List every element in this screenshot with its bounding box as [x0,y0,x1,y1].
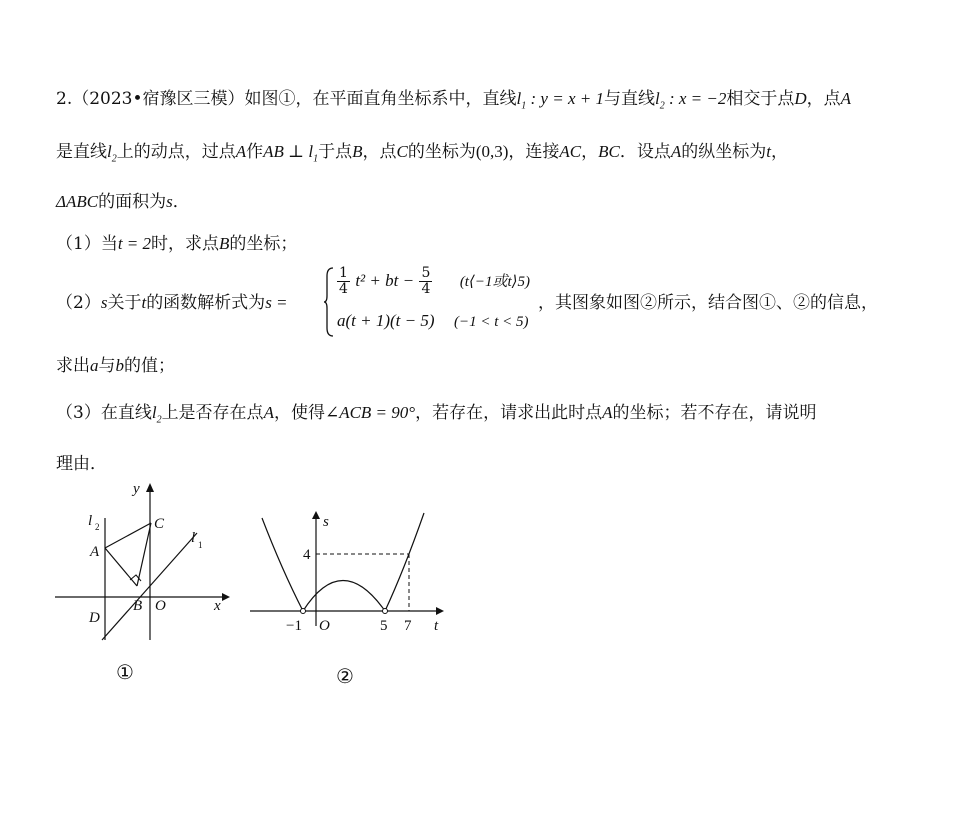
var-t: t [766,142,772,161]
label-O: O [319,618,330,634]
text: 理由． [56,454,107,474]
l1-equation: : y = x + 1 [526,89,604,108]
point-D: D [794,89,807,108]
point-C: C [396,142,408,161]
text: 关于 [107,293,142,313]
point-A: A [670,142,682,161]
line-l1: $l_1$ [516,89,527,112]
text: 上是否存在点 [161,403,264,423]
curve-middle-hump [303,581,385,612]
part-2-continued [538,288,878,313]
label-l2-sub: 2 [95,522,100,532]
segment-AB [105,548,137,586]
label-neg1: −1 [286,618,302,634]
part-3-line-2 [56,449,107,474]
text: 如图①，在平面直角坐标系中，直线 [244,89,517,109]
problem-number: 2. [56,89,73,109]
text: 与 [98,356,116,376]
point-A: A [602,403,613,422]
text: 于点 [318,142,353,162]
label-O: O [155,598,166,614]
case-1-expr: t² + bt − [355,271,415,290]
case-1-condition: (t⟨−1或t⟩5) [459,274,530,290]
text: 的值； [124,356,175,376]
text: 的面积为 [98,192,167,212]
part-3 [56,398,816,425]
var-t: t [141,293,147,312]
problem-line-2 [56,137,788,164]
text: 与直线 [603,89,655,109]
var-b: b [115,356,124,375]
label-x: x [214,598,221,614]
t-axis-arrow-icon [436,607,444,615]
label-D: D [89,610,100,626]
l2-equation: : x = −2 [664,89,727,108]
text: ，点 [362,142,397,162]
label-4: 4 [303,547,311,563]
text: ，点 [806,89,841,109]
point-B: B [219,234,230,253]
figure-2-caption: ② [336,664,354,688]
text: ，连接 [508,142,560,162]
text: 的纵坐标为 [681,142,767,162]
text: ， [581,142,599,162]
figure-2 [246,508,456,643]
y-axis-arrow-icon [146,483,154,492]
text: ．设点 [619,142,671,162]
text: 相交于点 [726,89,795,109]
open-point-neg1 [301,609,306,614]
segment-BC: BC [598,142,620,161]
label-t: t [434,618,439,634]
text: 的函数解析式为 [146,293,266,313]
label-l2: l [88,513,93,529]
label-B: B [133,598,143,614]
text: 上的动点，过点 [116,142,236,162]
triangle-ABC: ΔABC [56,192,99,211]
problem-line-3 [56,187,190,212]
line-l2: $l_2$ [151,403,162,426]
part-1-label: （1）当 [56,234,118,254]
fraction-five-quarter: $\frac{5}{4}$ [421,265,431,297]
coordinate-C: (0,3) [475,142,509,161]
case-2-expr: a(t + 1)(t − 5) [337,311,435,330]
fraction-one-quarter: $\frac{1}{4}$ [339,265,348,297]
left-brace-icon [323,266,335,338]
line-l2: $l_2$ [107,142,117,165]
label-5: 5 [380,618,388,634]
case-2-condition: (−1 < t < 5) [453,314,529,330]
segment-AC [105,523,151,548]
text: ，使得 [273,403,325,423]
point-A: A [235,142,247,161]
label-7: 7 [404,618,412,634]
s-axis-arrow-icon [312,511,320,519]
point-B: B [352,142,363,161]
perpendicular-expr: AB ⊥ $l_1$ [263,142,319,165]
s-equals: s = [265,293,288,312]
part-2 [56,288,288,313]
figure-1 [50,478,230,653]
problem-line-1 [56,84,851,111]
var-a: a [90,356,99,375]
text: 时，求点 [151,234,220,254]
text: 的坐标；若不存在，请说明 [612,403,817,423]
angle-ACB: ∠ACB = 90° [324,403,416,422]
line-l2: $l_2$ [654,89,665,112]
segment-AC: AC [559,142,582,161]
case-2 [337,311,528,331]
label-l1-sub: 1 [198,540,203,550]
segment-BC [137,523,151,586]
text: 求出 [56,356,90,376]
curve-right-branch [385,513,424,611]
label-C: C [154,516,165,532]
text: ，其图象如图②所示，结合图①、②的信息， [538,293,878,313]
curve-left-branch [262,518,303,611]
problem-source: （2023•宿豫区三模） [72,89,245,109]
figure-1-diagram [50,478,230,648]
text: ， [771,142,789,162]
var-s: s [166,192,173,211]
point-A: A [263,403,274,422]
part-1 [56,229,297,254]
text: ，若存在，请求出此时点 [415,403,603,423]
label-s: s [323,514,329,530]
figure-2-graph [246,508,456,638]
text: ． [172,192,190,212]
part-2-line-2 [56,351,175,376]
part-3-label: （3）在直线 [56,403,152,423]
text: 的坐标； [229,234,298,254]
var-s: s [100,293,108,312]
x-axis-arrow-icon [222,593,230,601]
text: 是直线 [56,142,107,162]
label-y: y [133,481,140,497]
label-l1: l [191,530,196,546]
part-2-label: （2） [56,293,101,313]
figure-1-caption: ① [116,660,134,684]
label-A: A [90,544,100,560]
piecewise-function [323,266,543,338]
text: 作 [246,142,264,162]
point-A: A [840,89,852,108]
condition: t = 2 [117,234,152,253]
text: 的坐标为 [407,142,476,162]
open-point-5 [383,609,388,614]
case-1 [337,266,530,297]
